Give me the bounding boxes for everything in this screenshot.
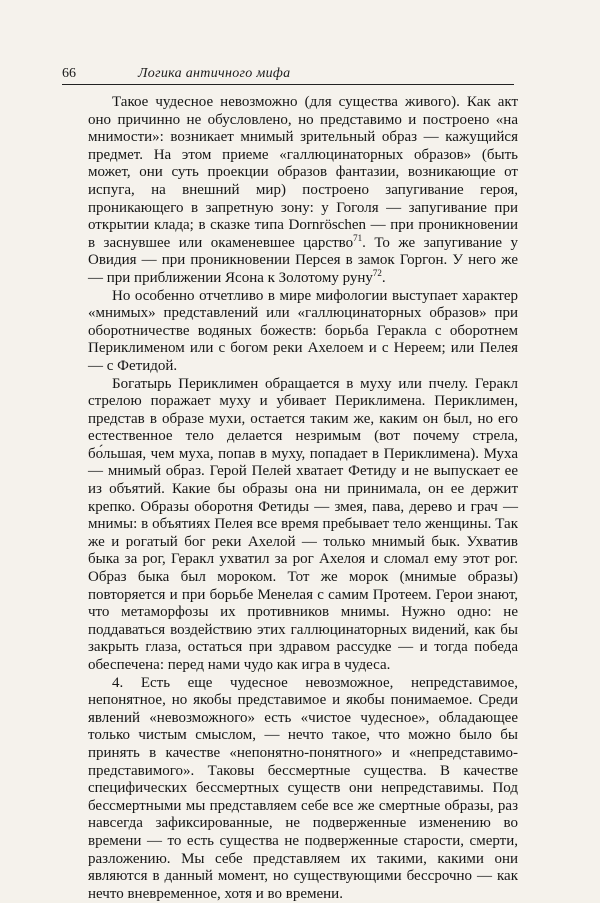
running-title: Логика античного мифа [138, 66, 291, 81]
header-rule [62, 84, 514, 85]
footnote-ref: 72 [372, 267, 382, 278]
footnote-ref: 71 [353, 232, 363, 243]
page-number: 66 [62, 66, 76, 81]
paragraph-3: Богатырь Периклимен обращается в муху или пчелу. Геракл стрелою поражает муху и убивает Периклимена. Периклимен, представ в образе мухи, остается таким же, каким он был, но его естественное тело делается незримым (вот почему стрела, бо́льшая, чем муха, попав в муху, попадает в Периклимена). Муха — мнимый образ. Герой Пелей хватает Фетиду и не выпускает ее из объятий. Какие бы образы она ни принимала, он ее держит крепко. Образы оборотня Фетиды — змея, пава, дерево и грач — мнимы: в объятиях Пелея все время пребывает тело женщины. Так же и рогатый бог реки Ахелой — только мнимый бык. Ухватив быка за рог, Геракл ухватил за рог Ахелоя и сломал ему этот рог. Образ быка был мороком. Тот же морок (мнимые образы) повторяется и при борьбе Менелая с самим Протеем. Герои знают, что метаморфозы их противников мнимы. Нужно одно: не поддаваться воздействию этих галлюцинаторных видений, как бы закрыть глаза, остаться при здравом рассудке — и тогда победа обеспечена: перед нами чудо как игра в чудеса. [88, 375, 518, 673]
running-header [62, 66, 514, 82]
paragraph-1: Такое чудесное невозможно (для существа живого). Как акт оно причинно не обусловлено, но представимо и построено «на мнимости»: возникает мнимый зрительный образ — кажущийся предмет. На этом приеме «галлюцинаторных образов» (быть может, они суть проекции образов фантазии, возникающие от испуга, на внешний мир) построено запугивание героя, проникающего в запретную зону: у Гоголя — запугивание при открытии клада; в сказке типа Dornröschen — при проникновении в заснувшее или окаменевшее царство$^{71}$. То же запугивание у Овидия — при проникновении Персея в замок Горгон. У него же — при приближении Ясона к Золотому руну$^{72}$. [88, 94, 518, 286]
body-text [88, 94, 518, 903]
paragraph-2: Но особенно отчетливо в мире мифологии выступает характер «мнимых» представлений или «галлюцинаторных образов» при оборотничестве водяных божеств: борьба Геракла с оборотнем Периклименом или с богом реки Ахелоем и с Нереем; или Пелея — с Фетидой. [88, 287, 518, 374]
paragraph-4: 4. Есть еще чудесное невозможное, непредставимое, непонятное, но якобы представимое и якобы понимаемое. Среди явлений «невозможного» есть «чистое чудесное», обладающее только чистым смыслом, — нечто такое, что можно было бы принять в качестве «непонятно-понятного» и «непредставимо-представимого». Таковы бессмертные существа. В качестве специфических бессмертных существ они непредставимы. Под бессмертными мы представляем себе все же смертные образы, раз навсегда зафиксированные, не подверженные изменению во времени — то есть существа не подверженные старости, смерти, разложению. Мы себе представляем их такими, какими они являются в данный момент, но существующими бессрочно — как нечто вневременное, хотя и во времени. [88, 674, 518, 902]
